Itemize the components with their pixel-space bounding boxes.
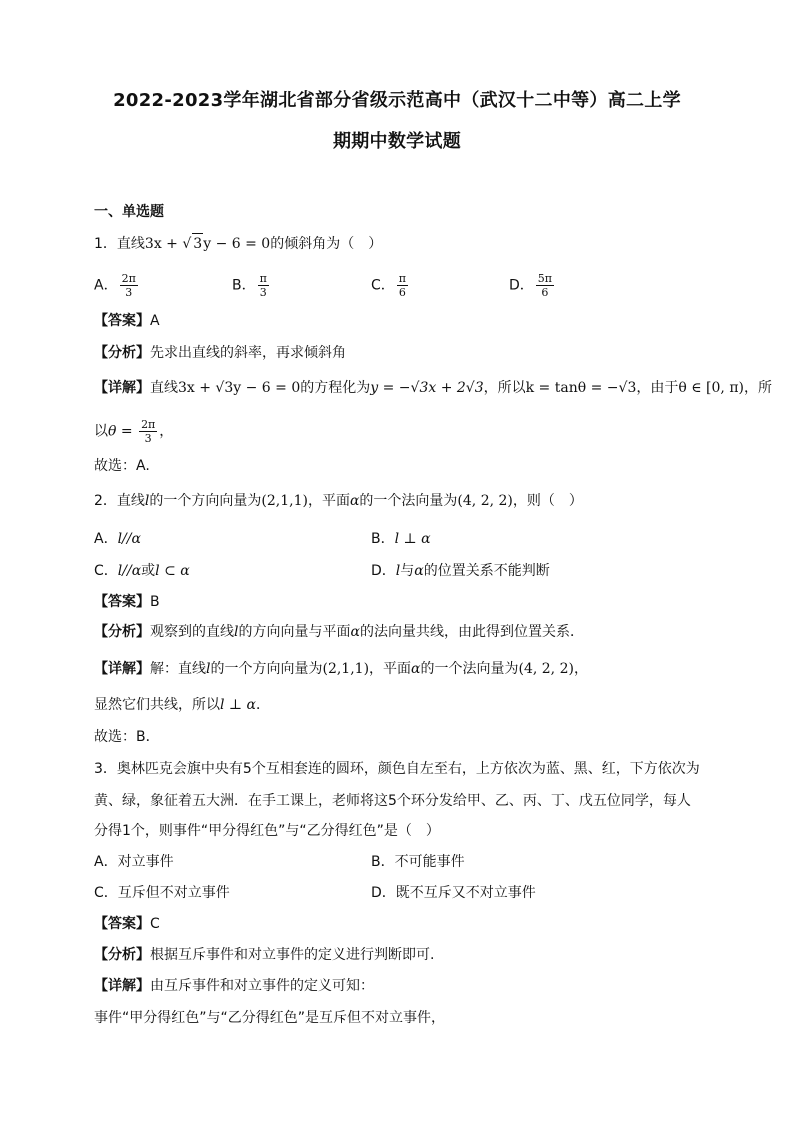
q3-analysis: 【分析】根据互斥事件和对立事件的定义进行判断即可. (94, 947, 435, 963)
section-heading: 一、单选题 (94, 204, 164, 220)
q2-answer: 【答案】B (94, 594, 160, 610)
q1-suffix: 的倾斜角为（ ） (270, 236, 383, 252)
q3-detail-line-2: 事件“甲分得红色”与“乙分得红色”是互斥但不对立事件， (94, 1010, 446, 1026)
question-3-stem-line-3: 分得1个，则事件“甲分得红色”与“乙分得红色”是（ ） (94, 823, 440, 839)
q3-option-b: B．不可能事件 (371, 854, 465, 870)
q1-option-c-fraction: $\frac{\pi}{6}$ (398, 272, 407, 299)
q3-option-d: D．既不互斥又不对立事件 (371, 885, 536, 901)
q2-option-b: B．l ⊥ α (371, 531, 431, 547)
q2-detail: 【详解】解：直线l的一个方向向量为(2,1,1)，平面α的一个法向量为(4, 2, 2)， (94, 661, 588, 677)
question-1-stem (94, 233, 382, 254)
q3-option-a: A．对立事件 (94, 854, 174, 870)
q1-detail-line-1: 【详解】直线3x + √3y − 6 = 0的方程化为y = −√3x + 2√3，所以k = tanθ = −√3，由于θ ∈ [0, π)，所 (94, 380, 772, 396)
q1-option-d: D． $\frac{5\pi}{6}$ (509, 272, 553, 299)
question-3-stem-line-2: 黄、绿，象征着五大洲．在手工课上，老师将这5个环分发给甲、乙、丙、丁、戊五位同学，每人 (94, 793, 691, 809)
q1-answer: 【答案】A (94, 313, 160, 329)
q2-detail-line-2: 显然它们共线，所以l ⊥ α． (94, 697, 270, 713)
q1-option-a-fraction: $\frac{2\pi}{3}$ (121, 272, 136, 299)
question-3-stem-line-1: 3．奥林匹克会旗中央有5个互相套连的圆环，颜色自左至右，上方依次为蓝、黑、红，下方依次为 (94, 761, 700, 777)
q1-equation: 3x + √ 3y − 6 = 0 (145, 236, 270, 252)
q1-conclusion: 故选：A. (94, 458, 150, 474)
q1-option-c: C． $\frac{\pi}{6}$ (371, 272, 407, 299)
q3-option-c: C．互斥但不对立事件 (94, 885, 230, 901)
q1-option-d-fraction: $\frac{5\pi}{6}$ (537, 272, 553, 299)
document-title-line-2: 期期中数学试题 (332, 131, 462, 152)
q2-option-a: A．l//α (94, 531, 141, 547)
document-title-line-1: 2022-2023学年湖北省部分省级示范高中（武汉十二中等）高二上学 (113, 90, 681, 111)
q1-option-a: A． $\frac{2\pi}{3}$ (94, 272, 136, 299)
q1-detail-fraction: $\frac{2\pi}{3}$ (141, 418, 156, 445)
q2-option-d: D．l与α的位置关系不能判断 (371, 563, 550, 579)
q1-option-b: B． $\frac{\pi}{3}$ (232, 272, 267, 299)
q1-prefix: 1．直线 (94, 236, 145, 252)
question-2-stem: 2．直线l的一个方向向量为(2,1,1)，平面α的一个法向量为(4, 2, 2)，则（ ） (94, 493, 583, 509)
q1-option-b-fraction: $\frac{\pi}{3}$ (259, 272, 267, 299)
q2-analysis: 【分析】观察到的直线l的方向向量与平面α的法向量共线，由此得到位置关系． (94, 624, 584, 640)
q1-analysis: 【分析】先求出直线的斜率，再求倾斜角 (94, 345, 346, 361)
q2-conclusion: 故选：B． (94, 729, 160, 745)
q3-answer: 【答案】C (94, 916, 160, 932)
q3-detail: 【详解】由互斥事件和对立事件的定义可知： (94, 978, 374, 994)
q1-detail-line-2: 以θ = $\frac{2\pi}{3}$ ， (94, 418, 174, 445)
q2-option-c: C．l//α或l ⊂ α (94, 563, 190, 579)
